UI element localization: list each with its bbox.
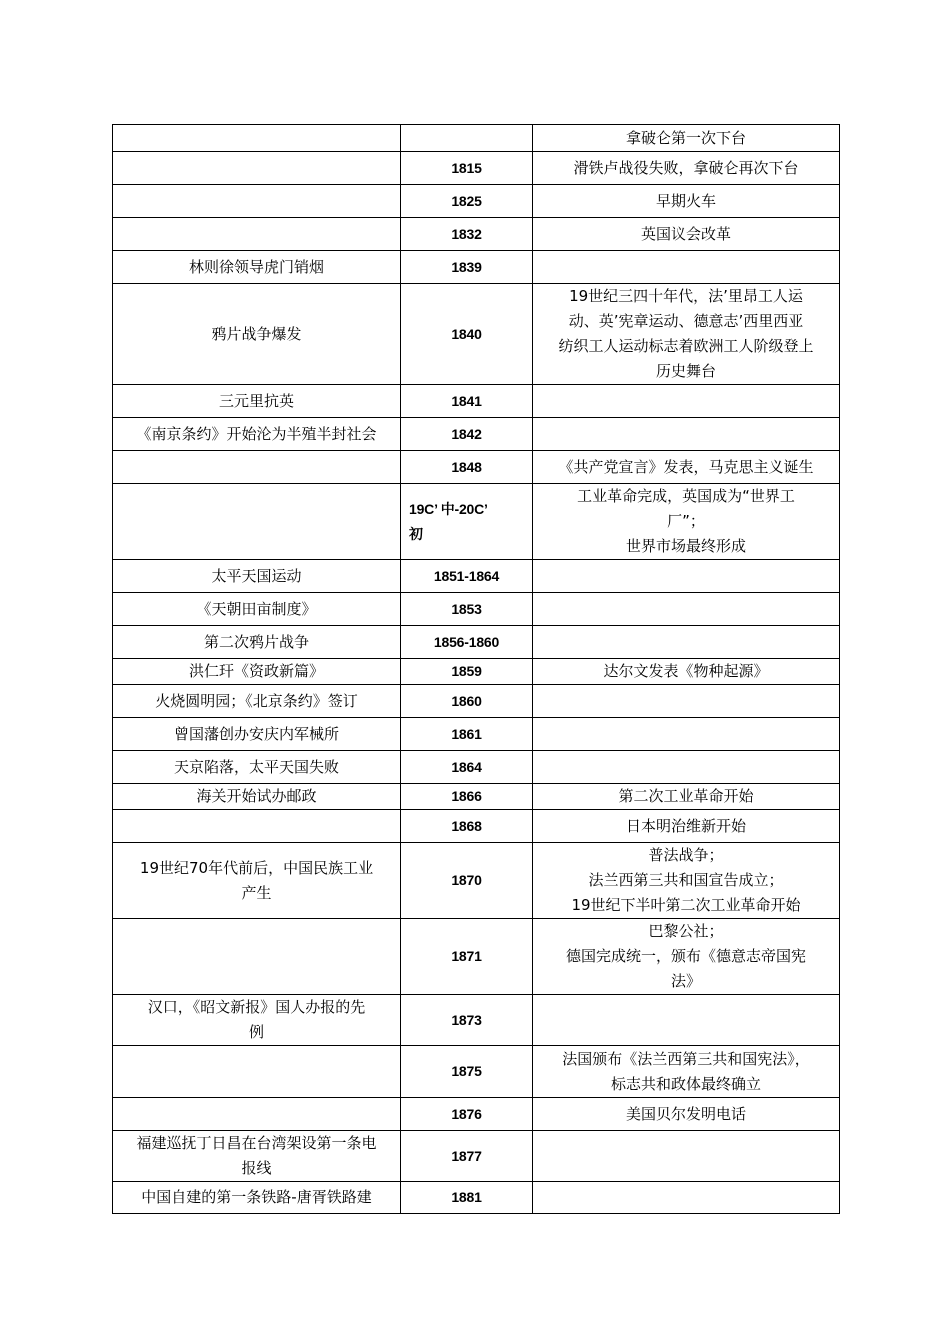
timeline-table [112,124,840,1214]
year-cell: 1873 [401,995,533,1046]
china-event-cell: 《天朝田亩制度》 [113,593,401,626]
year-cell: 1881 [401,1182,533,1214]
world-event-cell [533,1131,840,1182]
world-event-cell [533,385,840,418]
world-event-cell: 19世纪三四十年代，法’里昂工人运 动、英’宪章运动、德意志’西里西亚 纺织工人运动标志着欧洲工人阶级登上 历史舞台 [533,284,840,385]
year-cell: 1876 [401,1098,533,1131]
year-cell: 1861 [401,718,533,751]
world-event-cell: 拿破仑第一次下台 [533,125,840,152]
year-cell: 1860 [401,685,533,718]
china-event-cell: 福建巡抚丁日昌在台湾架设第一条电 报线 [113,1131,401,1182]
china-event-cell [113,152,401,185]
world-event-cell: 达尔文发表《物种起源》 [533,659,840,685]
year-cell: 1864 [401,751,533,784]
table-row [113,1098,840,1131]
table-row [113,593,840,626]
table-row [113,251,840,284]
table-row [113,1046,840,1098]
table-row [113,560,840,593]
china-event-cell: 天京陷落，太平天国失败 [113,751,401,784]
china-event-cell: 汉口，《昭文新报》国人办报的先 例 [113,995,401,1046]
year-cell: 1840 [401,284,533,385]
world-event-cell [533,418,840,451]
year-cell: 1832 [401,218,533,251]
world-event-cell [533,1182,840,1214]
year-cell: 1877 [401,1131,533,1182]
year-cell: 1839 [401,251,533,284]
world-event-cell [533,718,840,751]
table-row [113,784,840,810]
world-event-cell [533,995,840,1046]
table-row [113,810,840,843]
table-row [113,418,840,451]
table-row [113,659,840,685]
world-event-cell [533,626,840,659]
china-event-cell: 中国自建的第一条铁路-唐胥铁路建 [113,1182,401,1214]
china-event-cell: 海关开始试办邮政 [113,784,401,810]
year-cell: 1871 [401,919,533,995]
china-event-cell: 火烧圆明园；《北京条约》签订 [113,685,401,718]
world-event-cell: 美国贝尔发明电话 [533,1098,840,1131]
timeline-body [113,125,840,1214]
year-cell: 1853 [401,593,533,626]
world-event-cell: 巴黎公社； 德国完成统一，颁布《德意志帝国宪 法》 [533,919,840,995]
year-cell: 1866 [401,784,533,810]
world-event-cell: 滑铁卢战役失败，拿破仑再次下台 [533,152,840,185]
china-event-cell [113,125,401,152]
world-event-cell: 工业革命完成，英国成为“世界工 厂”； 世界市场最终形成 [533,484,840,560]
table-row [113,685,840,718]
table-row [113,751,840,784]
world-event-cell: 第二次工业革命开始 [533,784,840,810]
china-event-cell: 《南京条约》开始沦为半殖半封社会 [113,418,401,451]
world-event-cell [533,251,840,284]
china-event-cell [113,810,401,843]
china-event-cell: 鸦片战争爆发 [113,284,401,385]
china-event-cell: 第二次鸦片战争 [113,626,401,659]
china-event-cell [113,218,401,251]
china-event-cell: 19世纪70年代前后，中国民族工业 产生 [113,843,401,919]
year-cell: 1841 [401,385,533,418]
world-event-cell [533,685,840,718]
world-event-cell: 早期火车 [533,185,840,218]
china-event-cell: 太平天国运动 [113,560,401,593]
table-row [113,152,840,185]
table-row [113,843,840,919]
china-event-cell [113,919,401,995]
china-event-cell: 林则徐领导虎门销烟 [113,251,401,284]
year-cell: 1848 [401,451,533,484]
year-cell: 1842 [401,418,533,451]
year-cell: 1815 [401,152,533,185]
world-event-cell: 英国议会改革 [533,218,840,251]
china-event-cell: 三元里抗英 [113,385,401,418]
china-event-cell [113,1098,401,1131]
year-cell: 1870 [401,843,533,919]
china-event-cell [113,185,401,218]
year-cell: 1868 [401,810,533,843]
table-row [113,1131,840,1182]
world-event-cell [533,560,840,593]
year-cell: 19C’ 中-20C’ 初 [401,484,533,560]
world-event-cell [533,751,840,784]
china-event-cell [113,451,401,484]
world-event-cell [533,593,840,626]
table-row [113,919,840,995]
china-event-cell [113,1046,401,1098]
china-event-cell: 洪仁玕《资政新篇》 [113,659,401,685]
china-event-cell [113,484,401,560]
table-row [113,451,840,484]
table-row [113,995,840,1046]
table-row [113,185,840,218]
table-row [113,626,840,659]
table-row [113,385,840,418]
year-cell [401,125,533,152]
table-row [113,1182,840,1214]
china-event-cell: 曾国藩创办安庆内军械所 [113,718,401,751]
world-event-cell: 普法战争； 法兰西第三共和国宣告成立； 19世纪下半叶第二次工业革命开始 [533,843,840,919]
world-event-cell: 日本明治维新开始 [533,810,840,843]
table-row [113,284,840,385]
year-cell: 1825 [401,185,533,218]
world-event-cell: 法国颁布《法兰西第三共和国宪法》， 标志共和政体最终确立 [533,1046,840,1098]
table-row [113,718,840,751]
table-row [113,218,840,251]
year-cell: 1859 [401,659,533,685]
year-cell: 1851-1864 [401,560,533,593]
year-cell: 1875 [401,1046,533,1098]
world-event-cell: 《共产党宣言》发表，马克思主义诞生 [533,451,840,484]
year-cell: 1856-1860 [401,626,533,659]
table-row [113,125,840,152]
table-row [113,484,840,560]
